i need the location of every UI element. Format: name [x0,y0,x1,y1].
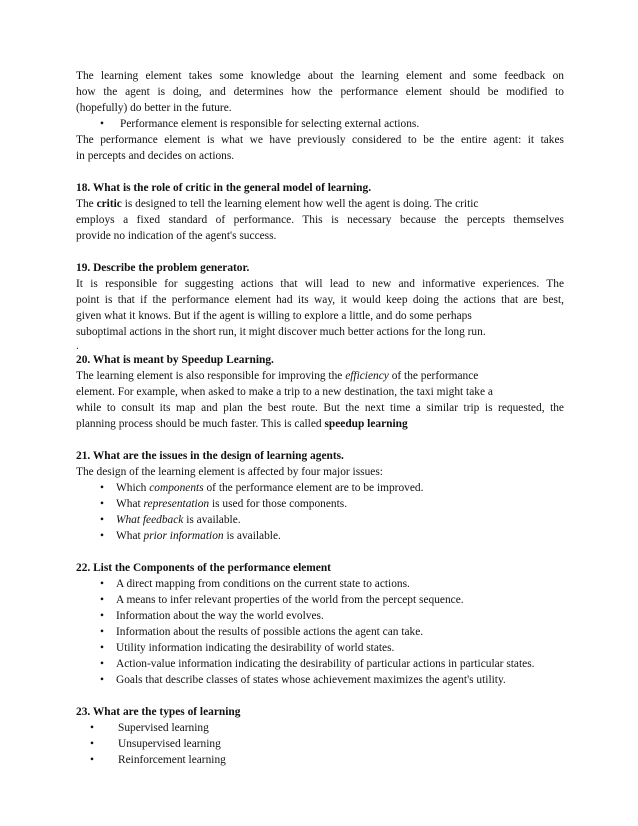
list-item: • Unsupervised learning [76,736,564,752]
list-item: • Action-value information indicating the desirability of particular actions in particular states. [76,656,564,672]
heading-q18: 18. What is the role of critic in the general model of learning. [76,182,372,194]
heading-q20: 20. What is meant by Speedup Learning. [76,354,274,366]
q20-line: element. For example, when asked to make a trip to a new destination, the taxi might take a [76,386,493,398]
list-item: • A direct mapping from conditions on the current state to actions. [76,576,564,592]
q21-bullet-list [76,480,564,544]
q19-line: It is responsible for suggesting actions that will lead to new and informative experiences. The [76,278,564,290]
list-item: • What representation is used for those components. [76,496,564,512]
q21-line: The design of the learning element is affected by four major issues: [76,466,383,478]
intro-line: how the agent is doing, and determines how the performance element should be modified to [76,86,564,98]
q18-line: The critic is designed to tell the learning element how well the agent is doing. The critic [76,198,479,210]
q20-line: planning process should be much faster. This is called speedup learning [76,418,408,430]
q19-line: point is that if the performance element had its way, it would keep doing the actions that are best, [76,294,564,306]
q20-line: The learning element is also responsible for improving the efficiency of the performance [76,370,479,382]
intro-line: (hopefully) do better in the future. [76,102,232,114]
q19-line: given what it knows. But if the agent is willing to explore a little, and do some perhaps [76,310,472,322]
q22-bullet-list [76,576,564,688]
intro-bullet-list [76,116,564,132]
q19-line: suboptimal actions in the short run, it might discover much better actions for the long run. [76,326,486,338]
intro-line: The performance element is what we have previously considered to be the entire agent: it takes [76,134,564,146]
list-item: • Utility information indicating the desirability of world states. [76,640,564,656]
intro-line: The learning element takes some knowledge about the learning element and some feedback on [76,70,564,82]
q18-line: employs a fixed standard of performance. This is necessary because the percepts themselves [76,214,564,226]
list-item: • Information about the way the world evolves. [76,608,564,624]
list-item: • Performance element is responsible for selecting external actions. [76,116,564,132]
heading-q23: 23. What are the types of learning [76,706,241,718]
q23-bullet-list [76,720,564,768]
intro-line: in percepts and decides on actions. [76,150,235,162]
list-item: • Reinforcement learning [76,752,564,768]
q18-line: provide no indication of the agent's success. [76,230,277,242]
heading-q22: 22. List the Components of the performance element [76,562,331,574]
heading-q19: 19. Describe the problem generator. [76,262,250,274]
document-page [76,68,564,768]
heading-q21: 21. What are the issues in the design of learning agents. [76,450,344,462]
list-item: • Information about the results of possible actions the agent can take. [76,624,564,640]
list-item: • Supervised learning [76,720,564,736]
q19-dot: . [76,340,79,352]
list-item: • What prior information is available. [76,528,564,544]
list-item: • A means to infer relevant properties of the world from the percept sequence. [76,592,564,608]
list-item: • Which components of the performance element are to be improved. [76,480,564,496]
list-item: • Goals that describe classes of states whose achievement maximizes the agent's utility. [76,672,564,688]
list-item: • What feedback is available. [76,512,564,528]
q20-line: while to consult its map and plan the best route. But the next time a similar trip is requested, the [76,402,564,414]
